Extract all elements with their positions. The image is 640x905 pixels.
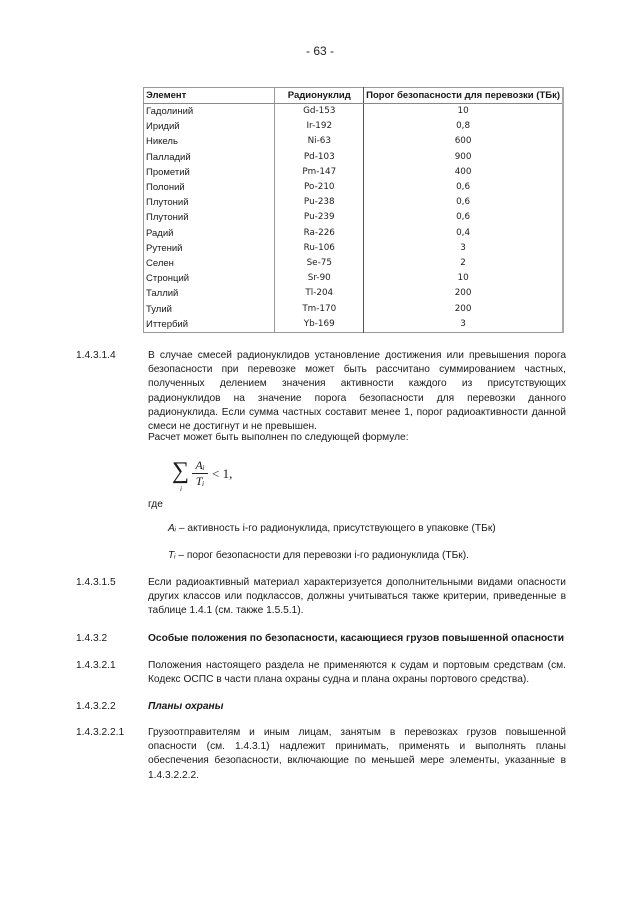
sigma-subscript: i bbox=[180, 485, 182, 493]
page-number: - 63 - bbox=[305, 44, 334, 58]
cell-radionuclide: Ni-63 bbox=[275, 134, 364, 149]
section-text-1-4-3-1-5: Если радиоактивный материал характеризуется дополнительными видами опасности других классов или подклассов, должны учитываться также критерии, приведенные в таблице 1.4.1 (см. также 1.5.5.1). bbox=[148, 577, 566, 617]
table-header-row bbox=[144, 88, 564, 104]
table-row bbox=[144, 286, 564, 301]
table-row bbox=[144, 134, 564, 149]
definition-a bbox=[168, 522, 496, 536]
relation: < 1, bbox=[212, 466, 233, 481]
table-row bbox=[144, 119, 564, 134]
cell-radionuclide: Tm-170 bbox=[275, 301, 364, 316]
cell-element: Стронций bbox=[144, 271, 275, 286]
cell-element: Тулий bbox=[144, 301, 275, 316]
table-row bbox=[144, 241, 564, 256]
where-label: где bbox=[148, 499, 163, 510]
cell-threshold: 0,8 bbox=[456, 121, 471, 132]
section-text-1-4-3-1-4: В случае смесей радионуклидов установление достижения или превышения порога безопасности при перевозке может быть рассчитано суммированием частных, полученных делением значения активности каждого из присутствующих радионуклидов на значение порога безопасности для перевозки данного радионуклида. Если сумма частных составит менее 1, порог радиоактивности данной смеси не достигнут и не превышен. bbox=[148, 350, 566, 433]
table-row bbox=[144, 317, 564, 333]
cell-radionuclide: Ra-226 bbox=[275, 226, 364, 241]
section-text-1-4-3-2-2-1: Грузоотправителям и иным лицам, занятым в перевозках грузов повышенной опасности (см. 1.4.3.1) надлежит принимать, применять и выполнять планы обеспечения безопасности, включающие по меньшей мере элементы, указанные в 1.4.3.2.2.2. bbox=[148, 727, 566, 781]
cell-element: Гадолиний bbox=[144, 104, 275, 120]
definition-a-var: Aᵢ bbox=[168, 523, 177, 534]
radionuclide-threshold-table bbox=[143, 87, 564, 333]
table-row bbox=[144, 150, 564, 165]
definition-t bbox=[168, 549, 469, 563]
header-threshold: Порог безопасности для перевозки (ТБк) bbox=[364, 88, 563, 104]
cell-radionuclide: Yb-169 bbox=[275, 317, 364, 333]
cell-element: Палладий bbox=[144, 150, 275, 165]
table-row bbox=[144, 226, 564, 241]
cell-threshold: 3 bbox=[460, 318, 466, 329]
cell-element: Иттербий bbox=[144, 317, 275, 333]
section-title-1-4-3-2: Особые положения по безопасности, касающиеся грузов повышенной опасности bbox=[148, 633, 565, 644]
cell-radionuclide: Se-75 bbox=[275, 256, 364, 271]
cell-radionuclide: Ir-192 bbox=[275, 119, 364, 134]
cell-threshold: 10 bbox=[457, 273, 469, 284]
cell-element: Таллий bbox=[144, 286, 275, 301]
cell-element: Радий bbox=[144, 226, 275, 241]
table-row bbox=[144, 271, 564, 286]
cell-radionuclide: Po-210 bbox=[275, 180, 364, 195]
formula-intro: Расчет может быть выполнен по следующей формуле: bbox=[148, 432, 409, 443]
cell-threshold: 200 bbox=[454, 303, 472, 314]
cell-radionuclide: Pm-147 bbox=[275, 165, 364, 180]
table-row bbox=[144, 195, 564, 210]
section-number-1-4-3-2-2-1: 1.4.3.2.2.1 bbox=[76, 727, 125, 738]
fraction bbox=[192, 458, 208, 489]
section-number-1-4-3-2-2: 1.4.3.2.2 bbox=[76, 701, 116, 712]
table-row bbox=[144, 104, 564, 120]
cell-threshold: 0,4 bbox=[456, 227, 471, 238]
cell-threshold: 600 bbox=[454, 136, 472, 147]
cell-threshold: 200 bbox=[454, 288, 472, 299]
cell-threshold: 0,6 bbox=[456, 212, 471, 223]
cell-radionuclide: Ru-106 bbox=[275, 241, 364, 256]
cell-element: Полоний bbox=[144, 180, 275, 195]
cell-element: Прометий bbox=[144, 165, 275, 180]
section-number-1-4-3-2: 1.4.3.2 bbox=[76, 633, 108, 644]
cell-threshold: 10 bbox=[457, 106, 469, 117]
section-number-1-4-3-1-5: 1.4.3.1.5 bbox=[76, 577, 116, 588]
table-row bbox=[144, 256, 564, 271]
cell-element: Рутений bbox=[144, 241, 275, 256]
cell-element: Никель bbox=[144, 134, 275, 149]
table-row bbox=[144, 210, 564, 225]
cell-element: Иридий bbox=[144, 119, 275, 134]
section-title-1-4-3-2-2: Планы охраны bbox=[148, 701, 224, 712]
cell-radionuclide: Tl-204 bbox=[275, 286, 364, 301]
table-row bbox=[144, 165, 564, 180]
sigma-symbol: ∑ bbox=[172, 458, 190, 484]
header-element: Элемент bbox=[144, 88, 275, 104]
cell-radionuclide: Pu-238 bbox=[275, 195, 364, 210]
section-text-1-4-3-2-1: Положения настоящего раздела не применяются к судам и портовым средствам (см. Кодекс ОСПС в части плана охраны судна и плана охраны портового средства). bbox=[148, 660, 566, 686]
cell-threshold: 0,6 bbox=[456, 197, 471, 208]
denominator: Tᵢ bbox=[195, 474, 205, 488]
cell-radionuclide: Sr-90 bbox=[275, 271, 364, 286]
cell-radionuclide: Gd-153 bbox=[275, 104, 364, 120]
cell-element: Плутоний bbox=[144, 195, 275, 210]
cell-element: Селен bbox=[144, 256, 275, 271]
header-radionuclide: Радионуклид bbox=[275, 88, 364, 104]
cell-radionuclide: Pd-103 bbox=[275, 150, 364, 165]
cell-threshold: 900 bbox=[454, 151, 472, 162]
cell-threshold: 0,6 bbox=[456, 182, 471, 193]
numerator: Aᵢ bbox=[192, 458, 208, 474]
definition-t-var: Tᵢ bbox=[168, 550, 176, 561]
cell-threshold: 3 bbox=[460, 242, 466, 253]
section-number-1-4-3-1-4: 1.4.3.1.4 bbox=[76, 350, 116, 361]
table-row bbox=[144, 301, 564, 316]
cell-threshold: 2 bbox=[460, 257, 466, 268]
definition-t-text: – порог безопасности для перевозки i-го радионуклида (ТБк). bbox=[175, 550, 469, 561]
table-row bbox=[144, 180, 564, 195]
cell-element: Плутоний bbox=[144, 210, 275, 225]
cell-threshold: 400 bbox=[454, 166, 472, 177]
cell-radionuclide: Pu-239 bbox=[275, 210, 364, 225]
section-number-1-4-3-2-1: 1.4.3.2.1 bbox=[76, 660, 116, 671]
definition-a-text: – активность i-го радионуклида, присутствующего в упаковке (ТБк) bbox=[176, 523, 496, 534]
